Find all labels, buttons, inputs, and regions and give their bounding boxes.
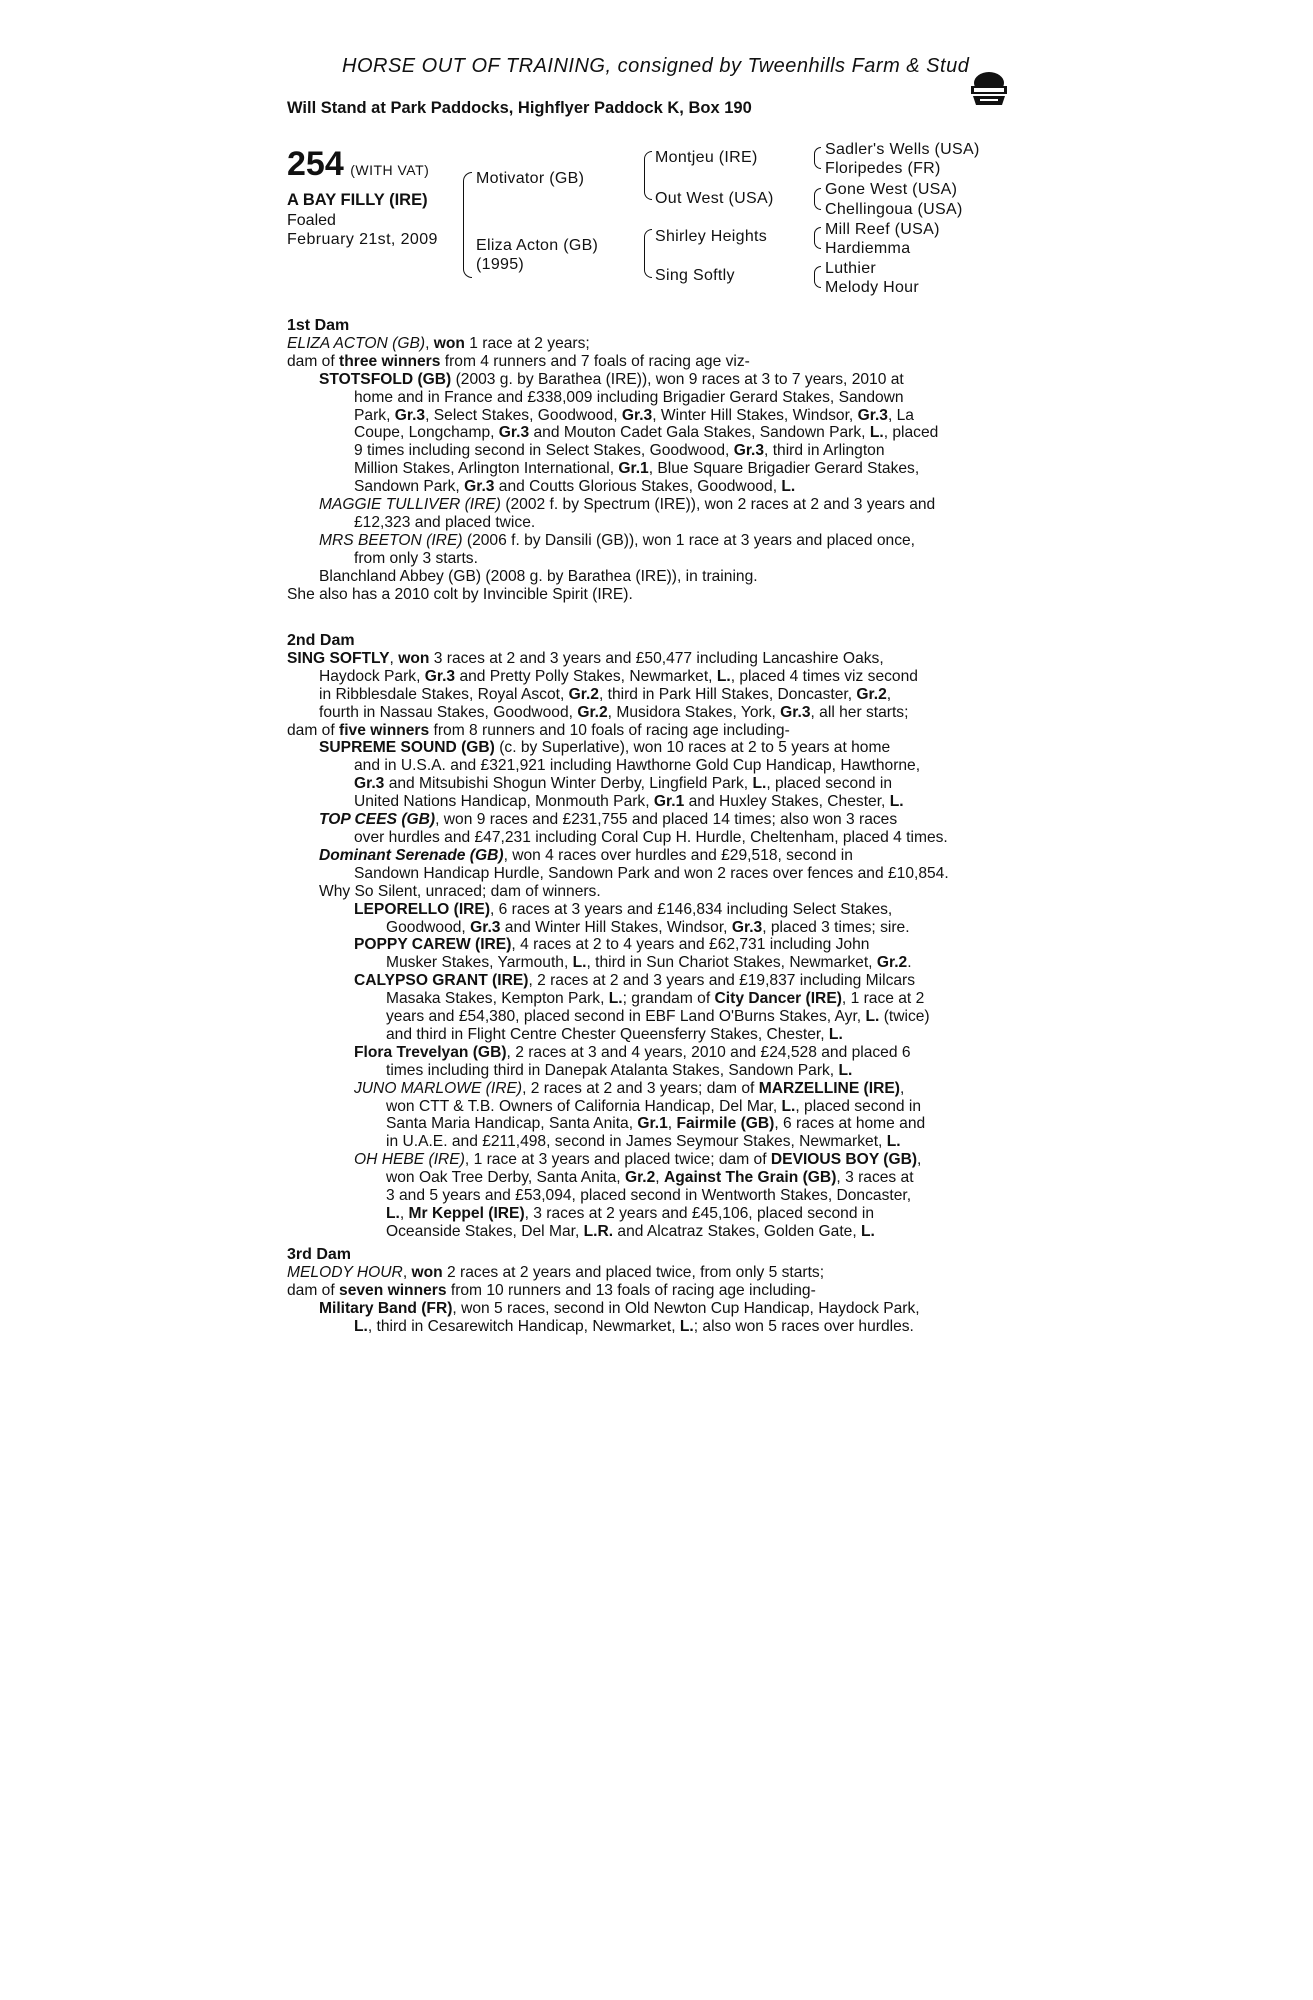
text: won Oak Tree Derby, Santa Anita,: [386, 1169, 621, 1187]
text: , 2 races at 2 and 3 years and £19,837 including Milcars: [528, 972, 916, 990]
text: , Select Stakes, Goodwood,: [425, 406, 618, 424]
pedigree-dam: Eliza Acton (GB): [476, 237, 599, 254]
text: and Pretty Polly Stakes, Newmarket,: [459, 667, 713, 685]
won-label: won: [433, 334, 465, 352]
horse-name: OH HEBE (IRE): [354, 1151, 465, 1169]
winners-count: three winners: [339, 352, 441, 370]
text: Park,: [354, 406, 391, 424]
text: She also has a 2010 colt by Invincible Spirit (IRE).: [287, 585, 633, 603]
grade: L.: [354, 1317, 368, 1335]
pedigree-dam-dam: Sing Softly: [655, 267, 735, 284]
produce-entry: [287, 847, 1007, 865]
grandproduce-entry: [287, 1151, 1007, 1169]
grade: Gr.2: [856, 685, 887, 703]
grade: Gr.1: [653, 793, 685, 811]
dam-name: SING SOFTLY: [287, 649, 390, 667]
produce-entry: [287, 1300, 1007, 1318]
text: , won 4 races over hurdles and £29,518, second in: [503, 846, 853, 864]
grade: Gr.3: [733, 442, 765, 460]
text-line: [287, 478, 1007, 496]
horse-name: TOP CEES (GB): [319, 811, 436, 829]
grade: L.: [572, 954, 587, 972]
pedigree-dam-year: (1995): [476, 256, 525, 273]
grade: L.: [679, 1317, 694, 1335]
text: times including third in Danepak Atalanta Stakes, Sandown Park,: [386, 1061, 835, 1079]
text-line: [287, 514, 1007, 532]
won-label: won: [411, 1263, 443, 1281]
text: , La: [887, 406, 914, 424]
consignor-logo-icon: [967, 69, 1011, 109]
grade: L.: [838, 1061, 853, 1079]
text-line: [287, 704, 1007, 722]
text: and Mitsubishi Shogun Winter Derby, Lingfield Park,: [388, 775, 749, 793]
text: ; also won 5 races over hurdles.: [693, 1317, 914, 1335]
pedigree-brace: [463, 172, 472, 278]
text-line: [287, 389, 1007, 407]
text-line: SING SOFTLY, won 3 races at 2 and 3 years and £50,477 including Lancashire Oaks,: [287, 649, 884, 667]
pedigree-brace: [814, 147, 821, 169]
text: , won 5 races, second in Old Newton Cup Handicap, Haydock Park,: [452, 1299, 920, 1317]
horse-name: Dominant Serenade (GB): [319, 846, 504, 864]
horse-name: Flora Trevelyan (GB): [354, 1043, 507, 1061]
text: , 6 races at home and: [774, 1115, 926, 1133]
grade: Gr.2: [577, 703, 608, 721]
text: in U.A.E. and £211,498, second in James Seymour Stakes, Newmarket,: [386, 1133, 883, 1151]
stand-location: Will Stand at Park Paddocks, Highflyer Paddock K, Box 190: [287, 99, 752, 117]
grade: L.: [889, 793, 904, 811]
horse-name: Military Band (FR): [319, 1299, 453, 1317]
text: Goodwood,: [386, 918, 466, 936]
text: and Mouton Cadet Gala Stakes, Sandown Park,: [533, 424, 866, 442]
text-line: [287, 1062, 1007, 1080]
section-heading: 1st Dam: [287, 317, 350, 334]
text-line: [287, 1026, 1007, 1044]
produce-entry: [287, 568, 1007, 586]
grade: L.: [886, 1133, 901, 1151]
text-line: [287, 442, 1007, 460]
text-line: [287, 460, 1007, 478]
grade: Gr.3: [780, 703, 811, 721]
text-line: [287, 686, 1007, 704]
text: , placed: [883, 424, 939, 442]
text: , placed 4 times viz second: [730, 667, 918, 685]
text: , 1 race at 2: [841, 990, 925, 1008]
grade: L.: [608, 990, 623, 1008]
text-line: [287, 865, 1007, 883]
grade: Gr.3: [470, 918, 501, 936]
text: ,: [399, 1205, 405, 1222]
text: (2006 f. by Dansili (GB)), won 1 race at 3 years and placed once,: [466, 531, 916, 549]
grade: Gr.3: [731, 918, 763, 936]
text: Sandown Handicap Hurdle, Sandown Park and won 2 races over fences and £10,854.: [354, 864, 949, 882]
grade: Gr.2: [876, 954, 908, 972]
grade: L.: [869, 424, 884, 442]
horse-name: CALYPSO GRANT (IRE): [354, 972, 529, 990]
text: , all her starts;: [810, 703, 909, 721]
pedigree-sire-dam: Out West (USA): [655, 190, 774, 207]
text: Masaka Stakes, Kempton Park,: [386, 990, 605, 1008]
grade: Gr.3: [354, 775, 385, 793]
section-heading: 2nd Dam: [287, 632, 355, 649]
text: (2003 g. by Barathea (IRE)), won 9 races at 3 to 7 years, 2010 at: [455, 370, 904, 388]
text: , Winter Hill Stakes, Windsor,: [652, 406, 854, 424]
grade: L.R.: [583, 1222, 614, 1240]
text: , third in Park Hill Stakes, Doncaster,: [598, 685, 853, 703]
text: , third in Arlington: [764, 442, 885, 460]
text-line: [287, 1008, 1007, 1026]
produce-entry: [287, 371, 1007, 389]
text: 2 races at 2 years and placed twice, from only 5 starts;: [447, 1263, 825, 1281]
grandproduce-entry: [287, 901, 1007, 919]
first-dam-section: 1st Dam ELIZA ACTON (GB), won 1 race at 2 years; dam of three winners from 4 runners and 7 foals of racing age viz- STOTSFOLD (GB) (2003 g. by Barathea (IRE)), won 9 races at 3 to 7 years, 2010 at home and in France and £338,009 including Brigadier Gerard Stakes, Sandown Park, Gr.3, Select Stakes, Goodwood, Gr.3, Winter Hill Stakes, Windsor, Gr.3, La Coupe, Longchamp, Gr.3 and Mouton Cadet Gala Stakes, Sandown Park, L., placed 9 times including second in Select Stakes, Goodwood, Gr.3, third in Arlington Million Stakes, Arlington International, Gr.1, Blue Square Brigadier Gerard Stakes, Sandown Park, Gr.3 and Coutts Glorious Stakes, Goodwood, L. MAGGIE TULLIVER (IRE) (2002 f. by Spectrum (IRE)), won 2 races at 2 and 3 years and £12,323 and placed twice. MRS BEETON (IRE) (2006 f. by Dansili (GB)), won 1 race at 3 years and placed once, from only 3 starts. Blanchland Abbey (GB) (2008 g. by Barathea (IRE)), in training. She also has a 2010 colt by Invincible Spirit (IRE).: [287, 317, 1007, 604]
grade: L.: [781, 1097, 796, 1115]
grade: Gr.3: [498, 424, 530, 442]
text-line: [287, 829, 1007, 847]
foaled-label: Foaled: [287, 212, 336, 229]
vat-note: (WITH VAT): [350, 162, 430, 178]
text: , 2 races at 3 and 4 years, 2010 and £24,528 and placed 6: [506, 1043, 911, 1061]
text: and third in Flight Centre Chester Queensferry Stakes, Chester,: [386, 1025, 825, 1043]
text: dam of: [287, 352, 335, 370]
text: dam of: [287, 721, 335, 739]
pedigree-brace: [814, 227, 821, 249]
produce-entry: [287, 496, 1007, 514]
text-line: [287, 1318, 1007, 1336]
text: ,: [917, 1151, 922, 1169]
horse-name: Against The Grain (GB): [663, 1169, 837, 1187]
text: , placed second in: [795, 1097, 922, 1115]
grade: Gr.1: [637, 1115, 668, 1133]
grade: Gr.3: [857, 406, 888, 424]
section-heading: 3rd Dam: [287, 1246, 352, 1263]
text: and in U.S.A. and £321,921 including Hawthorne Gold Cup Handicap, Hawthorne,: [354, 757, 921, 775]
horse-name: SUPREME SOUND (GB): [319, 739, 495, 757]
produce-entry: [287, 811, 1007, 829]
text: Coupe, Longchamp,: [354, 424, 495, 442]
grade: L.: [828, 1025, 843, 1043]
horse-name: LEPORELLO (IRE): [354, 900, 491, 918]
pedigree-dam-sire: Shirley Heights: [655, 228, 768, 245]
text-line: [287, 407, 1007, 425]
text: (2002 f. by Spectrum (IRE)), won 2 races at 2 and 3 years and: [505, 496, 936, 514]
text-line: [287, 1187, 1007, 1205]
text: , placed second in: [766, 775, 893, 793]
dam-name: MELODY HOUR: [287, 1263, 403, 1281]
dam-record: 1 race at 2 years;: [469, 334, 590, 352]
pedigree-g5: Mill Reef (USA): [825, 221, 940, 238]
text: 3 races at 2 and 3 years and £50,477 including Lancashire Oaks,: [433, 649, 884, 667]
text-line: [287, 1282, 1007, 1300]
horse-description: A BAY FILLY (IRE): [287, 191, 428, 209]
text: Million Stakes, Arlington International,: [354, 460, 615, 478]
pedigree-brace: [644, 151, 652, 200]
grade: Gr.3: [424, 667, 456, 685]
text: won CTT & T.B. Owners of California Handicap, Del Mar,: [386, 1097, 778, 1115]
text: 3 and 5 years and £53,094, placed second in Wentworth Stakes, Doncaster,: [386, 1187, 912, 1205]
horse-name: JUNO MARLOWE (IRE): [354, 1079, 523, 1097]
text: , 4 races at 2 to 4 years and £62,731 including John: [511, 936, 870, 954]
produce-entry: [287, 739, 1007, 757]
text-line: [287, 954, 1007, 972]
text: .: [907, 954, 912, 972]
grandproduce-entry: [287, 936, 1007, 954]
horse-name: STOTSFOLD (GB): [319, 370, 452, 388]
grade: L.: [386, 1205, 400, 1222]
text: ,: [899, 1079, 905, 1097]
dam-name: ELIZA ACTON (GB): [287, 334, 426, 352]
horse-name: Fairmile (GB): [676, 1115, 775, 1133]
pedigree-g4: Chellingoua (USA): [825, 201, 963, 218]
horse-name: MRS BEETON (IRE): [319, 531, 463, 549]
grade: Gr.2: [568, 685, 599, 703]
text: and Huxley Stakes, Chester,: [688, 793, 886, 811]
grade: Gr.3: [621, 406, 653, 424]
grandproduce-entry: [287, 972, 1007, 990]
text-line: MELODY HOUR, won 2 races at 2 years and placed twice, from only 5 starts;: [287, 1263, 825, 1281]
text: , 3 races at: [836, 1169, 914, 1187]
text-line: [287, 424, 1007, 442]
text: over hurdles and £47,231 including Coral Cup H. Hurdle, Cheltenham, placed 4 times.: [354, 828, 948, 846]
text: from 4 runners and 7 foals of racing age viz-: [444, 352, 750, 370]
text: Why So Silent, unraced; dam of winners.: [319, 882, 601, 900]
pedigree-g8: Melody Hour: [825, 279, 920, 296]
text: , Blue Square Brigadier Gerard Stakes,: [648, 460, 920, 478]
text: and Winter Hill Stakes, Windsor,: [504, 918, 728, 936]
pedigree-sire: Motivator (GB): [476, 170, 585, 187]
grade: L.: [861, 1222, 875, 1240]
grandproduce-entry: [287, 1044, 1007, 1062]
produce-entry: [287, 883, 1007, 901]
text: in Ribblesdale Stakes, Royal Ascot,: [319, 685, 565, 703]
pedigree-g6: Hardiemma: [825, 240, 911, 257]
horse-name: City Dancer (IRE): [714, 990, 842, 1008]
grade: Gr.1: [618, 460, 649, 478]
text: United Nations Handicap, Monmouth Park,: [354, 793, 650, 811]
pedigree-sire-sire: Montjeu (IRE): [655, 149, 758, 166]
grade: L.: [716, 667, 731, 685]
text: Musker Stakes, Yarmouth,: [386, 954, 569, 972]
grade: L.: [752, 775, 767, 793]
text: , 1 race at 3 years and placed twice; dam of: [464, 1151, 767, 1169]
text: ,: [655, 1169, 660, 1187]
text-line: [287, 919, 1007, 937]
lot-number: 254: [287, 145, 344, 183]
text: £12,323 and placed twice.: [354, 513, 536, 531]
text: Santa Maria Handicap, Santa Anita,: [386, 1115, 634, 1133]
text: Haydock Park,: [319, 667, 421, 685]
text: and Coutts Glorious Stakes, Goodwood,: [498, 478, 778, 496]
won-label: won: [398, 649, 430, 667]
text: fourth in Nassau Stakes, Goodwood,: [319, 703, 573, 721]
third-dam-section: [287, 1246, 1007, 1336]
text-line: [287, 1205, 1007, 1223]
text-line: [287, 1169, 1007, 1187]
text: ,: [886, 685, 892, 703]
pedigree-g3: Gone West (USA): [825, 181, 958, 198]
text: , 3 races at 2 years and £45,106, placed second in: [524, 1205, 874, 1222]
text-line: [287, 1115, 1007, 1133]
text: ,: [667, 1115, 673, 1133]
text-line: [287, 550, 1007, 568]
horse-name: DEVIOUS BOY (GB): [770, 1151, 918, 1169]
grade: L.: [865, 1008, 880, 1026]
text: , third in Sun Chariot Stakes, Newmarket,: [586, 954, 873, 972]
text: (c. by Superlative), won 10 races at 2 to 5 years at home: [499, 739, 891, 757]
grandproduce-entry: [287, 1080, 1007, 1098]
consignor-heading: HORSE OUT OF TRAINING, consigned by Tweenhills Farm & Stud: [342, 55, 970, 77]
text: , 6 races at 3 years and £146,834 including Select Stakes,: [490, 900, 893, 918]
horse-name: MARZELLINE (IRE): [758, 1079, 900, 1097]
grade: Gr.3: [394, 406, 426, 424]
text: dam of: [287, 1281, 335, 1299]
winners-count: five winners: [339, 721, 430, 739]
text: , won 9 races and £231,755 and placed 14 times; also won 3 races: [435, 811, 898, 829]
horse-name: POPPY CAREW (IRE): [354, 936, 512, 954]
text-line: [287, 1223, 1007, 1241]
horse-name: MAGGIE TULLIVER (IRE): [319, 496, 501, 514]
pedigree-brace: [814, 266, 821, 288]
text: , placed 3 times; sire.: [762, 918, 910, 936]
text: , 2 races at 2 and 3 years; dam of: [522, 1079, 755, 1097]
horse-name: Mr Keppel (IRE): [408, 1205, 525, 1222]
text: , Musidora Stakes, York,: [607, 703, 776, 721]
text: Sandown Park,: [354, 478, 460, 496]
text: home and in France and £338,009 including Brigadier Gerard Stakes, Sandown: [354, 388, 904, 406]
text-line: [287, 722, 1007, 740]
text-line: [287, 586, 1007, 604]
winners-count: seven winners: [339, 1281, 447, 1299]
text: 9 times including second in Select Stakes, Goodwood,: [354, 442, 730, 460]
text: ; grandam of: [622, 990, 711, 1008]
pedigree-g7: Luthier: [825, 260, 877, 277]
text: from only 3 starts.: [354, 549, 478, 567]
second-dam-section: [287, 632, 1007, 1241]
grade: Gr.2: [624, 1169, 656, 1187]
text-line: [287, 775, 1007, 793]
text: years and £54,380, placed second in EBF Land O'Burns Stakes, Ayr,: [386, 1008, 862, 1026]
pedigree-g1: Sadler's Wells (USA): [825, 141, 980, 158]
text-line: [287, 793, 1007, 811]
text: from 8 runners and 10 foals of racing age including-: [433, 721, 790, 739]
pedigree-g2: Floripedes (FR): [825, 160, 941, 177]
produce-entry: [287, 532, 1007, 550]
text: Oceanside Stakes, Del Mar,: [386, 1222, 580, 1240]
text: from 10 runners and 13 foals of racing age including-: [450, 1281, 816, 1299]
text: Blanchland Abbey (GB) (2008 g. by Barathea (IRE)), in training.: [319, 567, 758, 585]
text-line: [287, 668, 1007, 686]
text: (twice): [883, 1008, 930, 1026]
grade: Gr.3: [464, 478, 495, 496]
grade: L.: [781, 478, 796, 496]
text: , third in Cesarewitch Handicap, Newmarket,: [367, 1317, 676, 1335]
text-line: [287, 1133, 1007, 1151]
pedigree-brace: [814, 188, 821, 210]
lot-number-line: [287, 145, 429, 184]
text: and Alcatraz Stakes, Golden Gate,: [617, 1222, 857, 1240]
text-line: [287, 1098, 1007, 1116]
foaled-date: February 21st, 2009: [287, 231, 438, 248]
text-line: [287, 757, 1007, 775]
pedigree-brace: [644, 229, 652, 278]
text-line: [287, 990, 1007, 1008]
